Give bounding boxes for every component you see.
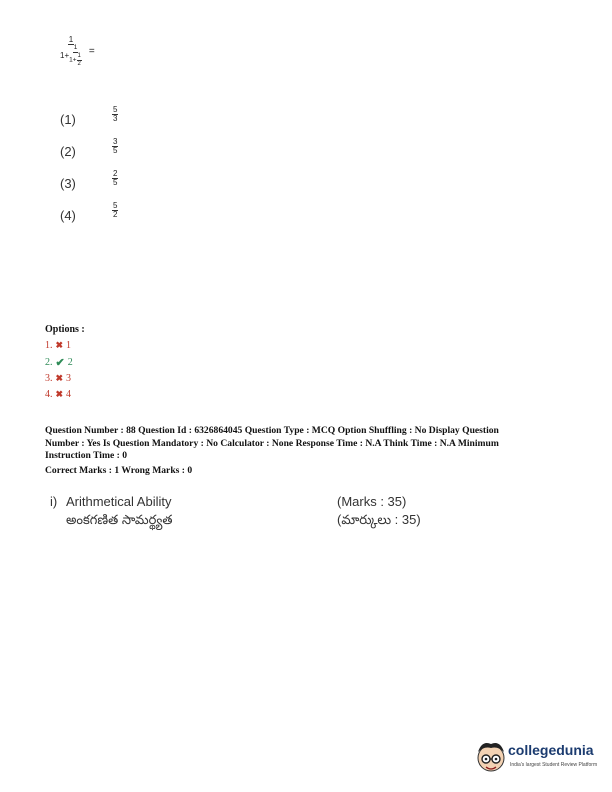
option-index: 3. <box>45 373 53 384</box>
innermost-numerator: 1 <box>77 53 81 60</box>
outer-numerator: 1 <box>68 35 74 44</box>
section-marks-en: (Marks : 35) <box>337 494 407 509</box>
options-heading: Options : <box>45 324 85 335</box>
question-expression <box>60 36 95 67</box>
meta-line-2: Number : Yes Is Question Mandatory : No Calculator : None Response Time : N.A Think Time : N.A Minimum <box>45 437 499 449</box>
question-meta <box>45 425 570 477</box>
option-value: 3 <box>66 373 72 384</box>
choice-denominator: 5 <box>113 178 118 188</box>
option-value: 2 <box>67 357 73 368</box>
inner-denominator <box>69 53 82 67</box>
option-4 <box>45 389 71 400</box>
marks-line: Correct Marks : 1 Wrong Marks : 0 <box>45 464 193 476</box>
choice-denominator: 5 <box>113 146 118 156</box>
cross-icon: ✖ <box>55 373 64 383</box>
option-value: 4 <box>66 389 72 400</box>
option-index: 1. <box>45 340 53 351</box>
outer-fraction <box>60 36 82 67</box>
choice-numerator: 5 <box>113 201 118 210</box>
inner-numerator: 1 <box>73 44 78 52</box>
choice-fraction <box>112 138 118 156</box>
choice-label: (3) <box>60 176 76 191</box>
check-icon: ✔ <box>55 357 65 369</box>
meta-line-3: Instruction Time : 0 <box>45 450 127 462</box>
option-2 <box>45 356 73 369</box>
inner-fraction <box>69 45 82 66</box>
choice-label: (2) <box>60 144 76 159</box>
option-3 <box>45 373 71 384</box>
inner-prefix: 1+ <box>60 51 70 61</box>
cross-icon: ✖ <box>55 340 64 350</box>
option-value: 1 <box>66 340 72 351</box>
choice-numerator: 5 <box>113 105 118 114</box>
option-index: 2. <box>45 357 53 368</box>
innermost-denominator: 2 <box>77 60 81 67</box>
choice-label: (4) <box>60 208 76 223</box>
choice-denominator: 2 <box>113 210 118 220</box>
option-1 <box>45 340 71 351</box>
mascot-logo-icon <box>474 738 508 778</box>
section-prefix: i) <box>50 494 58 509</box>
brand-tagline: India's largest Student Review Platform <box>510 762 598 768</box>
choice-label: (1) <box>60 112 76 127</box>
innermost-fraction <box>77 53 82 67</box>
meta-line-1: Question Number : 88 Question Id : 6326864045 Question Type : MCQ Option Shuffling : No Display Question <box>45 425 499 436</box>
section-title-te: అంకగణిత సామర్థ్యత <box>66 512 173 527</box>
option-index: 4. <box>45 389 53 400</box>
choice-numerator: 2 <box>113 169 118 178</box>
choice-fraction <box>112 106 118 124</box>
outer-denominator <box>60 45 82 66</box>
choice-fraction <box>112 202 118 220</box>
section-marks-te: (మార్కులు : 35) <box>337 512 421 527</box>
brand-name: collegedunia <box>508 742 594 758</box>
choice-denominator: 3 <box>113 114 118 124</box>
inner2-prefix: 1+ <box>69 56 77 64</box>
cross-icon: ✖ <box>55 389 64 399</box>
choice-numerator: 3 <box>113 137 118 146</box>
choice-fraction <box>112 170 118 188</box>
section-title-en: Arithmetical Ability <box>66 494 172 509</box>
equals-sign: = <box>88 45 95 57</box>
